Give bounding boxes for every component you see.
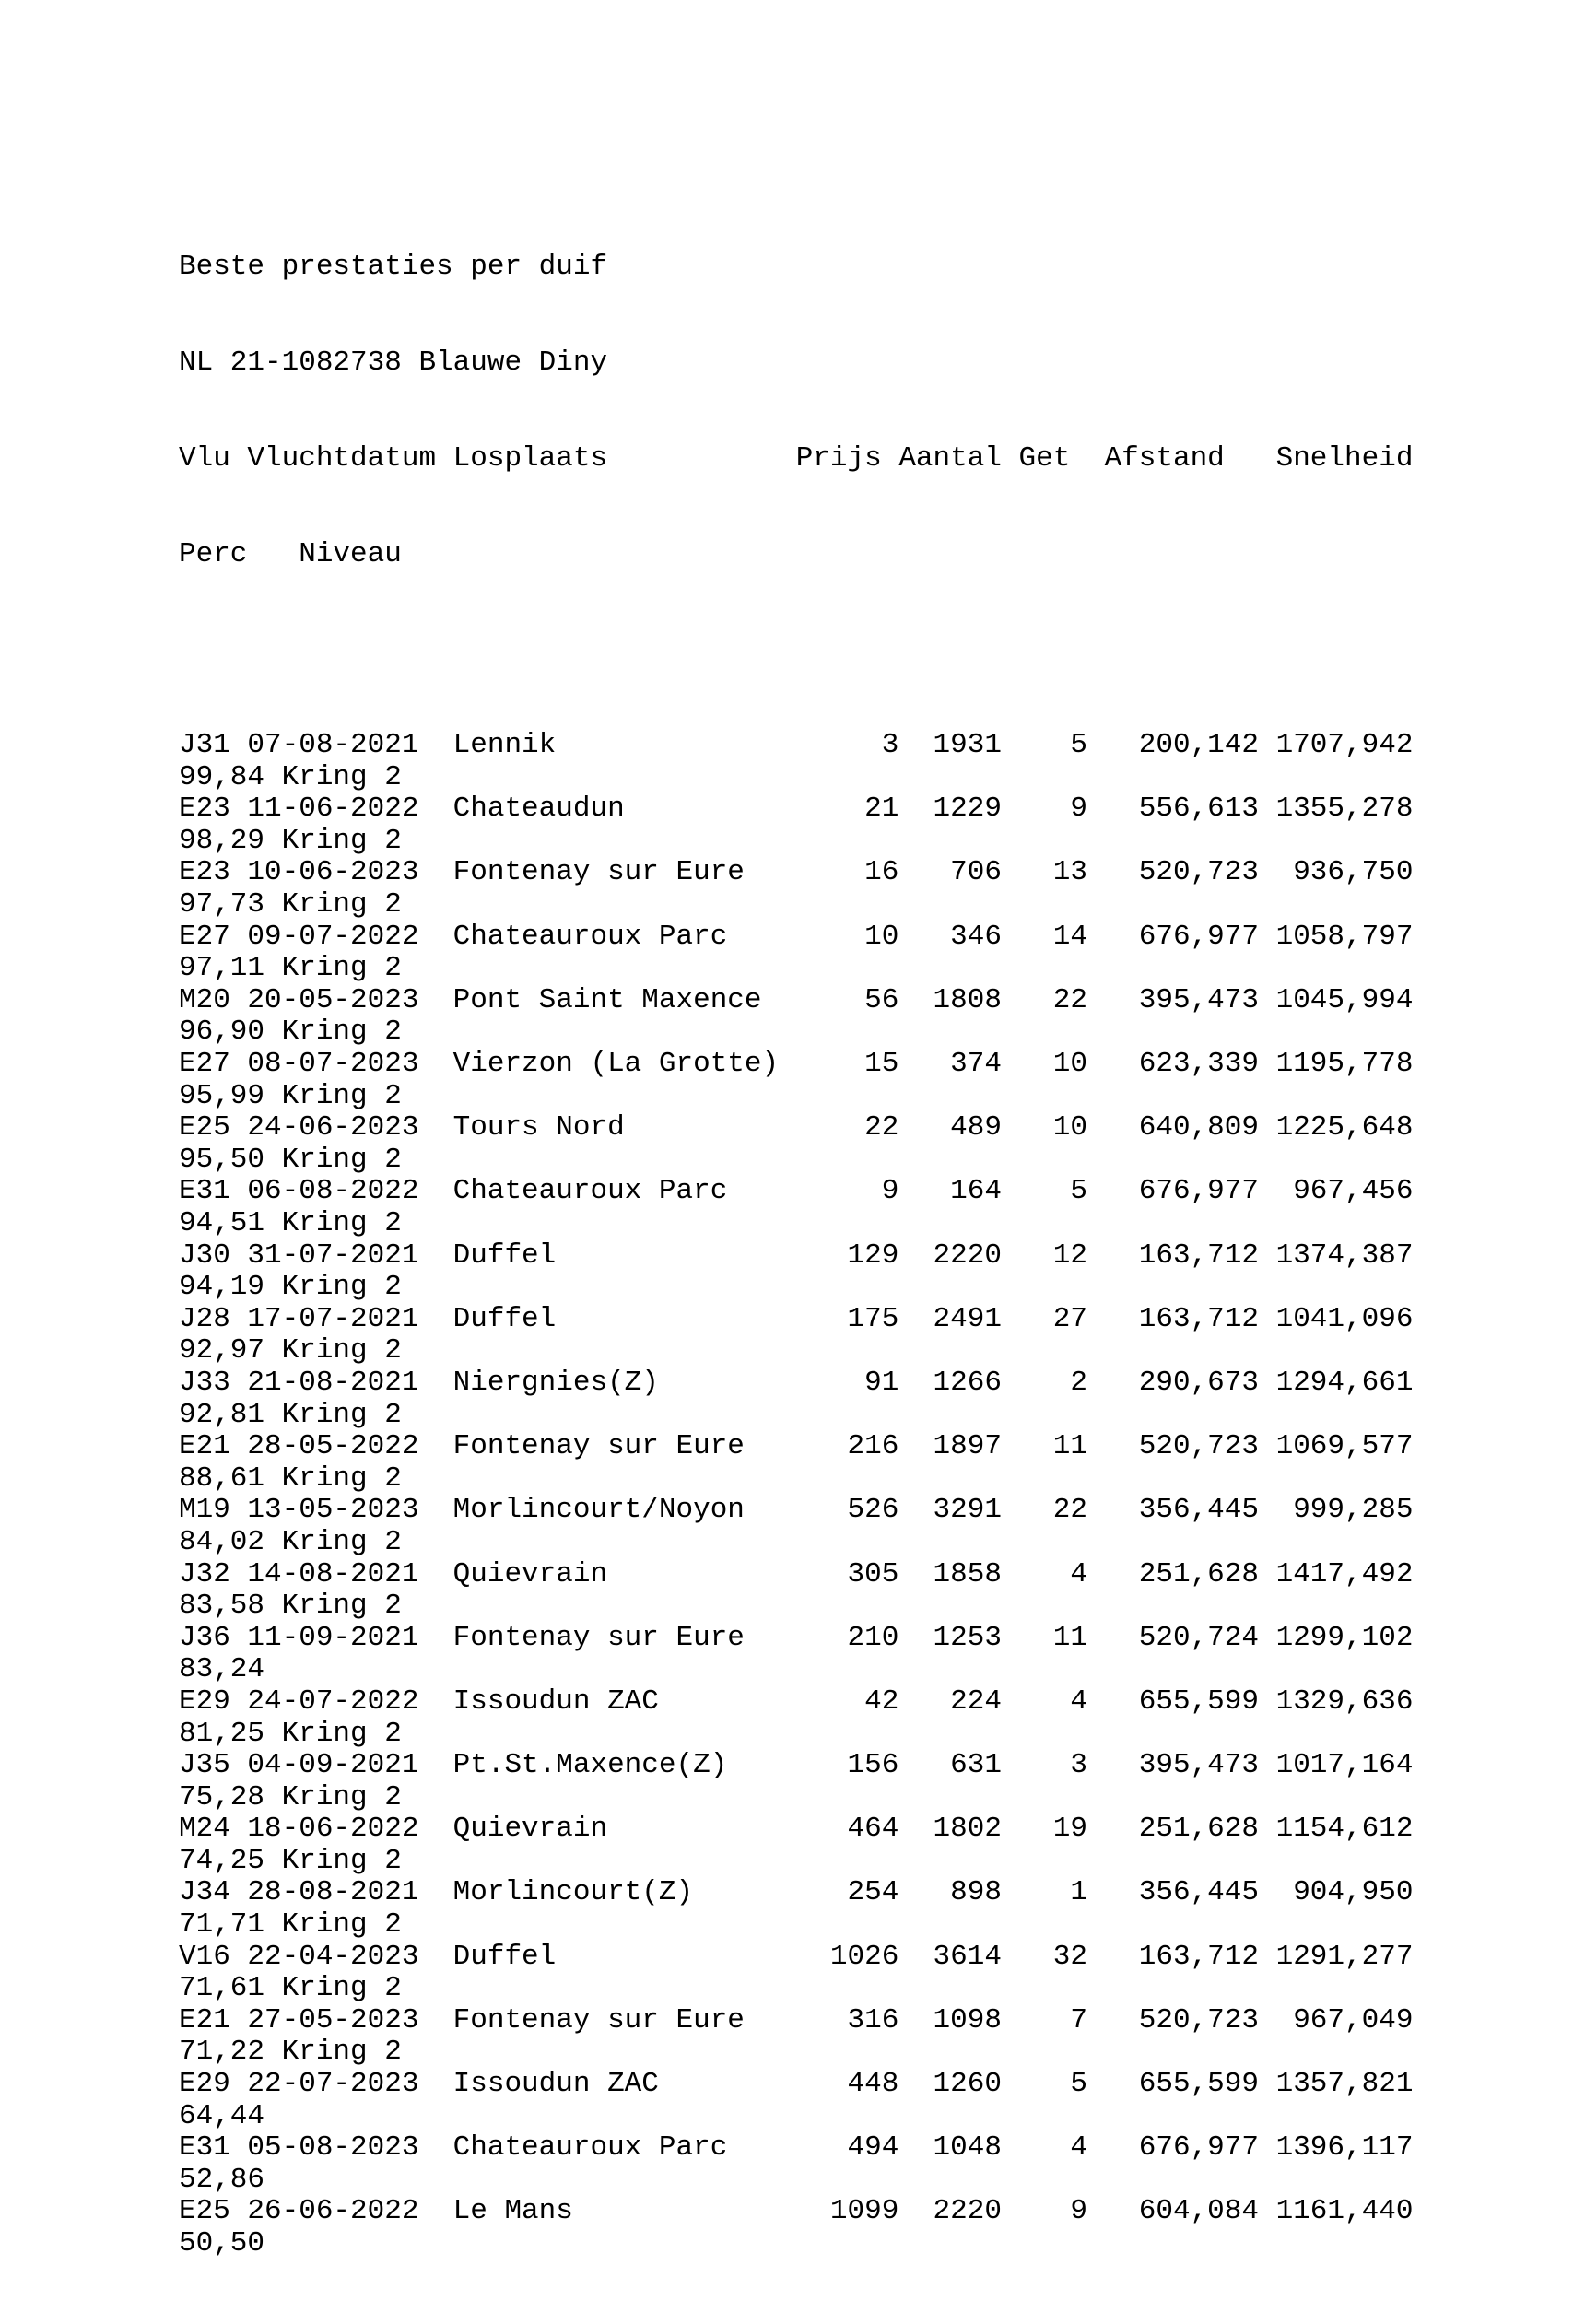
result-line: E25 24-06-2023 Tours Nord 22 489 10 640,809 1225,648 — [179, 1111, 1414, 1144]
perc-line: 95,50 Kring 2 — [179, 1143, 402, 1176]
result-line: E31 05-08-2023 Chateauroux Parc 494 1048 4 676,977 1396,117 — [179, 2131, 1414, 2165]
perc-line: 97,73 Kring 2 — [179, 888, 402, 921]
perc-line: 96,90 Kring 2 — [179, 1015, 402, 1049]
perc-line: 95,99 Kring 2 — [179, 1079, 402, 1112]
perc-line: 83,24 — [179, 1653, 265, 1686]
result-line: J28 17-07-2021 Duffel 175 2491 27 163,712 1041,096 — [179, 1302, 1414, 1335]
result-line: J36 11-09-2021 Fontenay sur Eure 210 1253 11 520,724 1299,102 — [179, 1621, 1414, 1654]
perc-line: 64,44 — [179, 2099, 265, 2132]
perc-line: 97,11 Kring 2 — [179, 952, 402, 985]
result-line: E29 24-07-2022 Issoudun ZAC 42 224 4 655,599 1329,636 — [179, 1684, 1414, 1718]
perc-line: 98,29 Kring 2 — [179, 824, 402, 857]
perc-line: 94,19 Kring 2 — [179, 1271, 402, 1304]
perc-line: 52,86 — [179, 2163, 265, 2196]
pigeon-performance-report — [179, 188, 1413, 2324]
column-header-line-2: Perc Niveau — [179, 537, 402, 570]
result-line: E25 26-06-2022 Le Mans 1099 2220 9 604,084 1161,440 — [179, 2195, 1414, 2228]
result-line: M19 13-05-2023 Morlincourt/Noyon 526 3291 22 356,445 999,285 — [179, 1494, 1414, 1527]
result-line: V16 22-04-2023 Duffel 1026 3614 32 163,712 1291,277 — [179, 1940, 1414, 1973]
result-line: E31 06-08-2022 Chateauroux Parc 9 164 5 676,977 967,456 — [179, 1175, 1414, 1208]
result-line: J33 21-08-2021 Niergnies(Z) 91 1266 2 290,673 1294,661 — [179, 1366, 1414, 1399]
column-header-line-1: Vlu Vluchtdatum Losplaats Prijs Aantal Get Afstand Snelheid — [179, 441, 1414, 475]
result-rows — [179, 730, 1413, 2260]
result-line: M20 20-05-2023 Pont Saint Maxence 56 1808 22 395,473 1045,994 — [179, 983, 1414, 1016]
perc-line: 94,51 Kring 2 — [179, 1207, 402, 1239]
perc-line: 71,22 Kring 2 — [179, 2036, 402, 2069]
result-line: E23 11-06-2022 Chateaudun 21 1229 9 556,613 1355,278 — [179, 792, 1414, 826]
result-line: J30 31-07-2021 Duffel 129 2220 12 163,712 1374,387 — [179, 1238, 1414, 1272]
perc-line: 88,61 Kring 2 — [179, 1461, 402, 1495]
result-line: E27 08-07-2023 Vierzon (La Grotte) 15 374 10 623,339 1195,778 — [179, 1048, 1414, 1081]
perc-line: 74,25 Kring 2 — [179, 1844, 402, 1877]
result-line: E21 28-05-2022 Fontenay sur Eure 216 1897 11 520,723 1069,577 — [179, 1430, 1414, 1463]
report-title: Beste prestaties per duif — [179, 251, 608, 284]
pigeon-ring: NL 21-1082738 Blauwe Diny — [179, 346, 608, 379]
result-line: E29 22-07-2023 Issoudun ZAC 448 1260 5 655,599 1357,821 — [179, 2068, 1414, 2101]
result-line: J31 07-08-2021 Lennik 3 1931 5 200,142 1707,942 — [179, 729, 1414, 762]
perc-line: 75,28 Kring 2 — [179, 1780, 402, 1813]
result-line: J32 14-08-2021 Quievrain 305 1858 4 251,628 1417,492 — [179, 1557, 1414, 1590]
result-line: J34 28-08-2021 Morlincourt(Z) 254 898 1 356,445 904,950 — [179, 1876, 1414, 1909]
blank-line — [179, 634, 1413, 666]
result-line: E21 27-05-2023 Fontenay sur Eure 316 1098 7 520,723 967,049 — [179, 2003, 1414, 2036]
perc-line: 71,61 Kring 2 — [179, 1972, 402, 2005]
perc-line: 83,58 Kring 2 — [179, 1590, 402, 1623]
perc-line: 71,71 Kring 2 — [179, 1908, 402, 1942]
perc-line: 92,97 Kring 2 — [179, 1334, 402, 1367]
result-line: E27 09-07-2022 Chateauroux Parc 10 346 14 676,977 1058,797 — [179, 920, 1414, 953]
perc-line: 84,02 Kring 2 — [179, 1525, 402, 1558]
result-line: J35 04-09-2021 Pt.St.Maxence(Z) 156 631 3 395,473 1017,164 — [179, 1749, 1414, 1782]
perc-line: 50,50 — [179, 2227, 265, 2259]
perc-line: 92,81 Kring 2 — [179, 1398, 402, 1431]
perc-line: 81,25 Kring 2 — [179, 1717, 402, 1750]
result-line: M24 18-06-2022 Quievrain 464 1802 19 251,628 1154,612 — [179, 1813, 1414, 1846]
result-line: E23 10-06-2023 Fontenay sur Eure 16 706 13 520,723 936,750 — [179, 856, 1414, 889]
perc-line: 99,84 Kring 2 — [179, 760, 402, 793]
